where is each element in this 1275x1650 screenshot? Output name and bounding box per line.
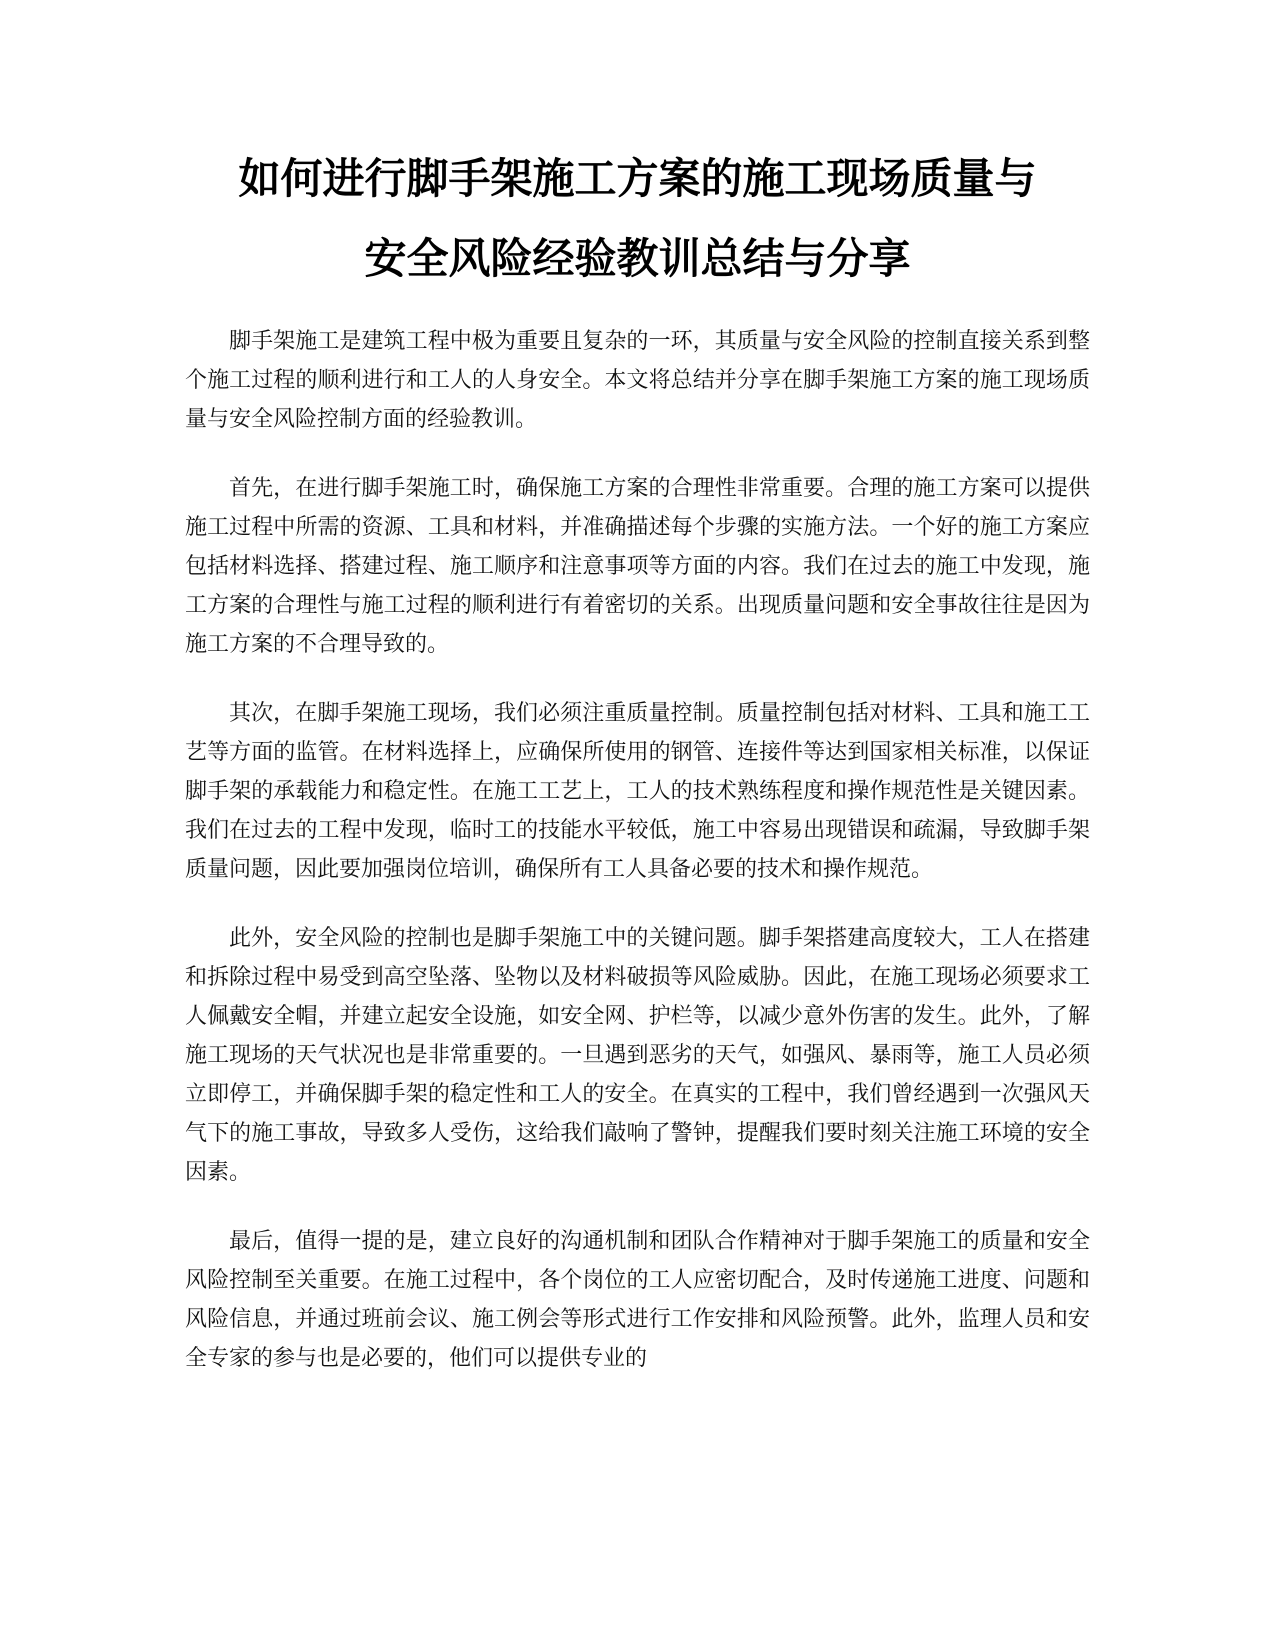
paragraph-intro: 脚手架施工是建筑工程中极为重要且复杂的一环，其质量与安全风险的控制直接关系到整个施工过程的顺利进行和工人的人身安全。本文将总结并分享在脚手架施工方案的施工现场质量与安全风险控制方面的经验教训。 — [185, 329, 1090, 432]
document-title-line-1: 如何进行脚手架施工方案的施工现场质量与 — [238, 154, 1037, 203]
document-body — [185, 322, 1090, 1408]
paragraph-safety-risk: 此外，安全风险的控制也是脚手架施工中的关键问题。脚手架搭建高度较大，工人在搭建和拆除过程中易受到高空坠落、坠物以及材料破损等风险威胁。因此，在施工现场必须要求工人佩戴安全帽，并建立起安全设施，如安全网、护栏等，以减少意外伤害的发生。此外，了解施工现场的天气状况也是非常重要的。一旦遇到恶劣的天气，如强风、暴雨等，施工人员必须立即停工，并确保脚手架的稳定性和工人的安全。在真实的工程中，我们曾经遇到一次强风天气下的施工事故，导致多人受伤，这给我们敲响了警钟，提醒我们要时刻关注施工环境的安全因素。 — [185, 926, 1090, 1185]
paragraph-quality-control: 其次，在脚手架施工现场，我们必须注重质量控制。质量控制包括对材料、工具和施工工艺等方面的监管。在材料选择上，应确保所使用的钢管、连接件等达到国家相关标准，以保证脚手架的承载能力和稳定性。在施工工艺上，工人的技术熟练程度和操作规范性是关键因素。我们在过去的工程中发现，临时工的技能水平较低，施工中容易出现错误和疏漏，导致脚手架质量问题，因此要加强岗位培训，确保所有工人具备必要的技术和操作规范。 — [185, 701, 1090, 882]
document-title-line-2: 安全风险经验教训总结与分享 — [364, 234, 911, 283]
paragraph-construction-plan: 首先，在进行脚手架施工时，确保施工方案的合理性非常重要。合理的施工方案可以提供施工过程中所需的资源、工具和材料，并准确描述每个步骤的实施方法。一个好的施工方案应包括材料选择、搭建过程、施工顺序和注意事项等方面的内容。我们在过去的施工中发现，施工方案的合理性与施工过程的顺利进行有着密切的关系。出现质量问题和安全事故往往是因为施工方案的不合理导致的。 — [185, 476, 1090, 657]
paragraph-communication: 最后，值得一提的是，建立良好的沟通机制和团队合作精神对于脚手架施工的质量和安全风险控制至关重要。在施工过程中，各个岗位的工人应密切配合，及时传递施工进度、问题和风险信息，并通过班前会议、施工例会等形式进行工作安排和风险预警。此外，监理人员和安全专家的参与也是必要的，他们可以提供专业的 — [185, 1229, 1090, 1371]
